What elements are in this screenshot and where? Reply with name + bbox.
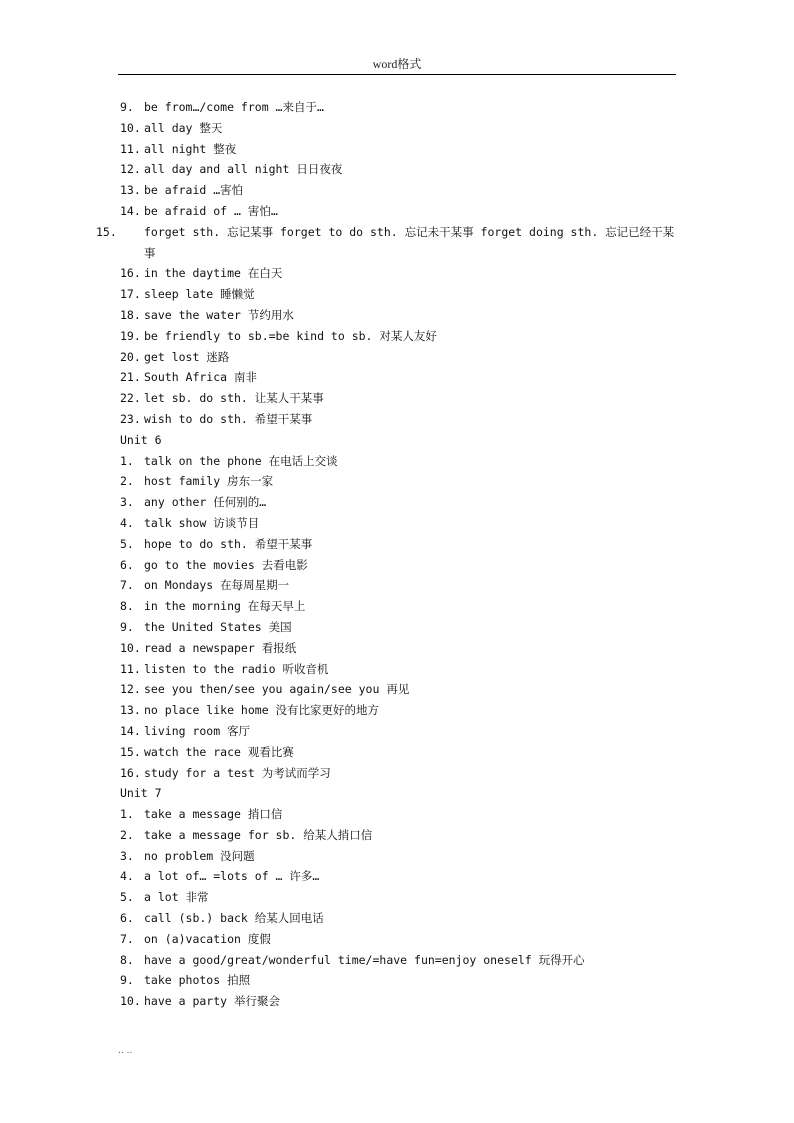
list-item [120,326,680,347]
item-number: 12. [120,162,141,177]
list-item [120,846,680,867]
list-item [120,409,680,430]
list-item [120,367,680,388]
list-item [120,139,680,160]
item-text: living room 客厅 [144,723,251,738]
item-text: be friendly to sb.=be kind to sb. 对某人友好 [144,328,437,343]
list-item [120,471,680,492]
item-number: 9. [120,100,134,114]
item-text: have a party 举行聚会 [144,994,281,1009]
item-number: 7. [120,931,134,946]
item-number: 14. [120,723,141,738]
item-text: wish to do sth. 希望干某事 [144,411,313,426]
list-item [120,305,680,326]
item-text: go to the movies 去看电影 [144,557,308,572]
item-number: 10. [120,994,141,1009]
list-item [120,825,680,846]
item-number: 9. [120,619,134,634]
item-text: on Mondays 在每周星期一 [144,578,290,593]
item-text: sleep late 睡懒觉 [144,287,255,302]
item-number: 5. [120,536,134,551]
item-number: 13. [120,703,141,718]
item-number: 9. [120,973,134,988]
item-number: 16. [120,765,141,780]
item-number: 1. [120,807,134,822]
list-item [120,180,680,201]
item-text: take photos 拍照 [144,973,251,988]
list-item [120,970,680,991]
item-text: no place like home 没有比家更好的地方 [144,703,380,718]
item-number: 22. [120,391,141,406]
item-number: 19. [120,328,141,343]
item-text: South Africa 南非 [144,370,258,385]
list-item [120,700,680,721]
item-text: talk show 访谈节目 [144,515,260,530]
page-header [118,56,676,75]
list-item [120,347,680,368]
item-text: host family 房东一家 [144,474,274,489]
item-text: all night 整夜 [144,141,237,156]
list-item [120,513,680,534]
item-number: 14. [120,203,141,218]
page-footer: .. .. [118,1046,133,1056]
item-number: 6. [120,557,134,572]
list-item [120,991,680,1012]
list-item [120,866,680,887]
item-number: 15. [120,744,141,759]
list-item [120,201,680,222]
list-item [120,638,680,659]
item-number: 5. [120,890,134,905]
item-text: be from…/come from …来自于… [144,100,324,114]
list-item [120,679,680,700]
item-number: 8. [120,952,134,967]
item-number: 16. [120,266,141,281]
vocabulary-list [96,97,680,1012]
item-text: be afraid …害怕 [144,183,244,198]
item-number: 17. [120,287,141,302]
list-item [120,284,680,305]
item-number: 3. [120,848,134,863]
list-item [120,555,680,576]
item-number: 8. [120,599,134,614]
item-text: hope to do sth. 希望干某事 [144,536,313,551]
list-item [120,575,680,596]
item-text: talk on the phone 在电话上交谈 [144,453,338,468]
item-text: Unit 6 [120,432,162,447]
item-number: 12. [120,682,141,697]
item-text: forget sth. 忘记某事 forget to do sth. 忘记未干某事 forget doing sth. 忘记已经干某事 [144,224,675,260]
list-item [120,721,680,742]
list-item [120,263,680,284]
item-text: on (a)vacation 度假 [144,931,271,946]
item-text: in the morning 在每天早上 [144,599,306,614]
item-text: all day and all night 日日夜夜 [144,162,343,177]
item-text: study for a test 为考试而学习 [144,765,331,780]
list-item [120,492,680,513]
item-text: take a message for sb. 给某人捎口信 [144,827,373,842]
item-text: the United States 美国 [144,619,292,634]
item-number: 3. [120,495,134,510]
item-text: see you then/see you again/see you 再见 [144,682,410,697]
item-text: take a message 捎口信 [144,807,283,822]
list-item [120,97,680,118]
list-item [120,596,680,617]
item-number: 11. [120,661,141,676]
item-text: call (sb.) back 给某人回电话 [144,911,324,926]
item-number: 4. [120,869,134,884]
item-number: 15. [96,224,117,239]
list-item [120,617,680,638]
list-item [120,950,680,971]
list-item [120,388,680,409]
item-text: be afraid of … 害怕… [144,203,278,218]
list-item [120,804,680,825]
item-number: 23. [120,411,141,426]
list-item [96,222,680,264]
item-number: 4. [120,515,134,530]
list-item [120,742,680,763]
list-item [120,763,680,784]
item-text: all day 整天 [144,120,223,135]
item-number: 13. [120,183,141,198]
list-item [120,159,680,180]
item-text: any other 任何别的… [144,495,267,510]
list-item [120,451,680,472]
item-text: no problem 没问题 [144,848,255,863]
item-number: 18. [120,307,141,322]
item-text: save the water 节约用水 [144,307,294,322]
list-item [120,118,680,139]
list-item [120,929,680,950]
item-number: 11. [120,141,141,156]
header-title: word格式 [372,57,422,71]
item-text: let sb. do sth. 让某人干某事 [144,391,324,406]
unit-heading [120,783,680,804]
item-number: 1. [120,453,134,468]
item-number: 2. [120,474,134,489]
item-number: 2. [120,827,134,842]
list-item [120,887,680,908]
list-item [120,659,680,680]
item-text: in the daytime 在白天 [144,266,283,281]
list-item [120,534,680,555]
item-number: 10. [120,120,141,135]
item-number: 7. [120,578,134,593]
item-text: read a newspaper 看报纸 [144,640,297,655]
item-text: a lot of… =lots of … 许多… [144,869,320,884]
item-text: watch the race 观看比赛 [144,744,294,759]
item-number: 20. [120,349,141,364]
item-number: 6. [120,911,134,926]
unit-heading [120,430,680,451]
item-text: listen to the radio 听收音机 [144,661,329,676]
item-text: a lot 非常 [144,890,209,905]
item-number: 10. [120,640,141,655]
list-item [120,908,680,929]
item-text: have a good/great/wonderful time/=have fun=enjoy oneself 玩得开心 [144,952,585,967]
item-text: get lost 迷路 [144,349,230,364]
item-number: 21. [120,370,141,385]
item-text: Unit 7 [120,786,162,801]
